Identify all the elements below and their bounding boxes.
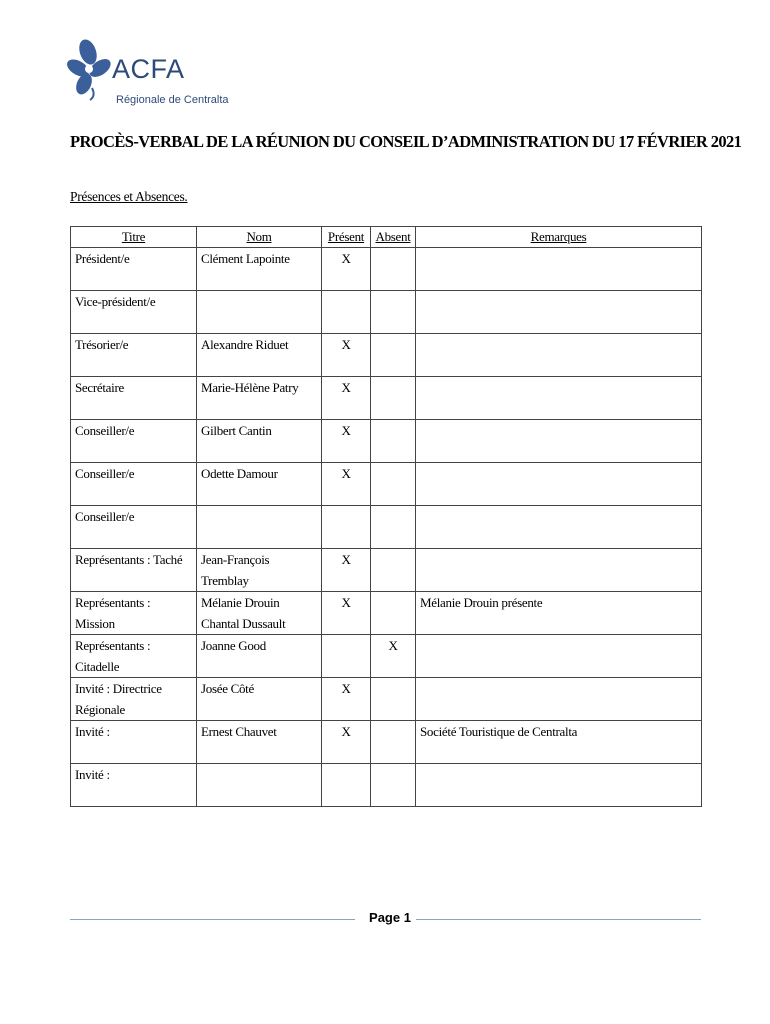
page-title: PROCÈS-VERBAL DE LA RÉUNION DU CONSEIL D’ADMINISTRATION DU 17 FÉVRIER 2021 [70, 132, 742, 151]
cell-absent [371, 463, 416, 506]
cell-remarques [416, 291, 702, 334]
cell-absent [371, 248, 416, 291]
cell-titre: Invité : [71, 764, 197, 807]
page-footer [70, 904, 701, 936]
cell-nom: Josée Côté [197, 678, 322, 721]
cell-titre: Représentants : Citadelle [71, 635, 197, 678]
cell-nom: Mélanie Drouin Chantal Dussault [197, 592, 322, 635]
cell-remarques [416, 549, 702, 592]
header-absent: Absent [371, 227, 416, 248]
cell-nom: Marie-Hélène Patry [197, 377, 322, 420]
logo-subtitle: Régionale de Centralta [116, 94, 229, 106]
table-row [71, 463, 702, 506]
cell-titre: Président/e [71, 248, 197, 291]
acfa-logo [66, 36, 229, 112]
cell-remarques [416, 377, 702, 420]
table-row [71, 506, 702, 549]
header-remarques: Remarques [416, 227, 702, 248]
cell-absent [371, 678, 416, 721]
cell-nom: Joanne Good [197, 635, 322, 678]
cell-absent [371, 506, 416, 549]
header-titre: Titre [71, 227, 197, 248]
cell-remarques [416, 248, 702, 291]
table-row [71, 334, 702, 377]
cell-absent [371, 764, 416, 807]
table-row [71, 592, 702, 635]
cell-titre: Représentants : Mission [71, 592, 197, 635]
attendance-table [70, 226, 702, 807]
table-row [71, 678, 702, 721]
table-row [71, 248, 702, 291]
footer-line-left [70, 919, 355, 920]
cell-absent [371, 721, 416, 764]
cell-remarques [416, 678, 702, 721]
cell-titre: Vice-président/e [71, 291, 197, 334]
header-present: Présent [322, 227, 371, 248]
cell-nom [197, 506, 322, 549]
table-row [71, 291, 702, 334]
table-row [71, 635, 702, 678]
table-header-row [71, 227, 702, 248]
cell-present: X [322, 721, 371, 764]
cell-absent [371, 377, 416, 420]
cell-present: X [322, 377, 371, 420]
cell-nom: Clément Lapointe [197, 248, 322, 291]
cell-absent [371, 291, 416, 334]
cell-present [322, 635, 371, 678]
cell-present [322, 506, 371, 549]
cell-present: X [322, 334, 371, 377]
cell-present: X [322, 549, 371, 592]
cell-nom: Jean-François Tremblay [197, 549, 322, 592]
cell-titre: Conseiller/e [71, 420, 197, 463]
cell-remarques [416, 463, 702, 506]
cell-titre: Invité : Directrice Régionale [71, 678, 197, 721]
cell-absent [371, 549, 416, 592]
cell-nom [197, 291, 322, 334]
cell-nom: Gilbert Cantin [197, 420, 322, 463]
cell-remarques [416, 764, 702, 807]
cell-remarques [416, 506, 702, 549]
cell-present: X [322, 463, 371, 506]
footer-line-right [416, 919, 701, 920]
flower-icon [66, 36, 112, 102]
cell-absent [371, 334, 416, 377]
cell-present [322, 291, 371, 334]
cell-nom: Odette Damour [197, 463, 322, 506]
cell-absent [371, 420, 416, 463]
cell-titre: Trésorier/e [71, 334, 197, 377]
table-row [71, 377, 702, 420]
table-row [71, 420, 702, 463]
cell-titre: Conseiller/e [71, 506, 197, 549]
table-row [71, 549, 702, 592]
cell-remarques [416, 334, 702, 377]
table-row [71, 764, 702, 807]
cell-present [322, 764, 371, 807]
cell-titre: Secrétaire [71, 377, 197, 420]
logo-brand: ACFA [112, 54, 185, 84]
cell-present: X [322, 592, 371, 635]
cell-remarques: Société Touristique de Centralta [416, 721, 702, 764]
page-number: Page 1 [369, 910, 411, 925]
cell-nom: Alexandre Riduet [197, 334, 322, 377]
cell-present: X [322, 420, 371, 463]
section-heading: Présences et Absences. [70, 189, 188, 204]
cell-remarques: Mélanie Drouin présente [416, 592, 702, 635]
header-nom: Nom [197, 227, 322, 248]
cell-titre: Représentants : Taché [71, 549, 197, 592]
cell-remarques [416, 420, 702, 463]
cell-nom [197, 764, 322, 807]
cell-present: X [322, 678, 371, 721]
cell-present: X [322, 248, 371, 291]
cell-remarques [416, 635, 702, 678]
cell-absent [371, 592, 416, 635]
cell-absent: X [371, 635, 416, 678]
cell-titre: Invité : [71, 721, 197, 764]
cell-nom: Ernest Chauvet [197, 721, 322, 764]
cell-titre: Conseiller/e [71, 463, 197, 506]
table-row [71, 721, 702, 764]
